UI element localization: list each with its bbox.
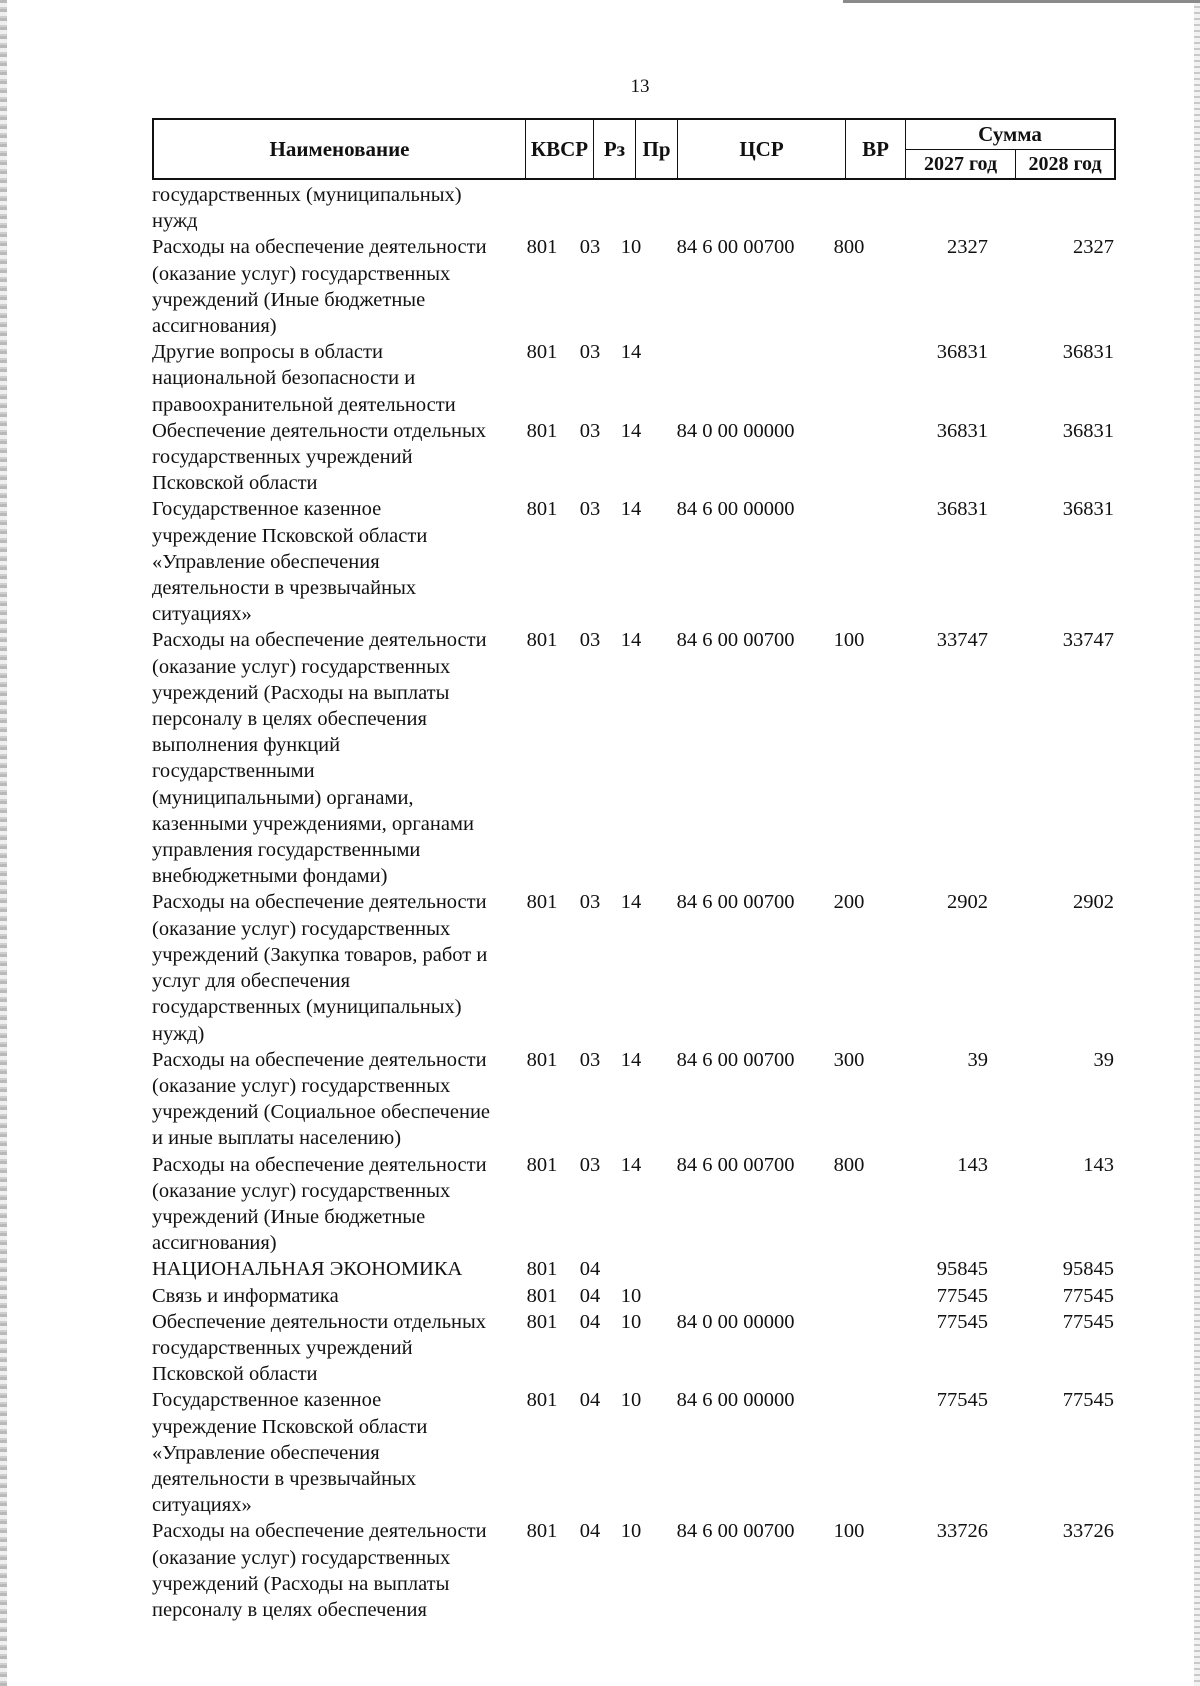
cell-pr: 14 bbox=[620, 498, 642, 521]
cell-name: НАЦИОНАЛЬНАЯ ЭКОНОМИКА bbox=[152, 1258, 463, 1281]
cell-rz: 04 bbox=[579, 1520, 601, 1543]
cell-kvsr: 801 bbox=[526, 419, 558, 442]
page-number: 13 bbox=[630, 76, 650, 97]
table-row bbox=[152, 627, 1116, 889]
table-row bbox=[152, 339, 1116, 418]
cell-name: государственных (муниципальных) нужд bbox=[152, 184, 462, 233]
header-rz: Рз bbox=[594, 120, 636, 178]
cell-csr: 84 6 00 00700 bbox=[676, 1520, 795, 1543]
cell-sum-2028: 36831 bbox=[1062, 419, 1114, 442]
cell-sum-2028: 33726 bbox=[1062, 1520, 1114, 1543]
cell-pr: 14 bbox=[620, 419, 642, 442]
table-header bbox=[152, 118, 1116, 180]
cell-vr: 200 bbox=[833, 891, 865, 914]
cell-kvsr: 801 bbox=[526, 1153, 558, 1176]
cell-sum-2028: 39 bbox=[1093, 1048, 1114, 1071]
table-row bbox=[152, 182, 1116, 234]
cell-kvsr: 801 bbox=[526, 1258, 558, 1281]
cell-kvsr: 801 bbox=[526, 341, 558, 364]
cell-rz: 03 bbox=[579, 891, 601, 914]
cell-csr: 84 6 00 00700 bbox=[676, 236, 795, 259]
cell-vr: 800 bbox=[833, 1153, 865, 1176]
cell-sum-2027: 36831 bbox=[936, 341, 988, 364]
cell-vr: 800 bbox=[833, 236, 865, 259]
table-row bbox=[152, 1152, 1116, 1257]
cell-name: Расходы на обеспечение деятельности (оказание услуг) государственных учреждений (Иные бюджетные ассигнования) bbox=[152, 236, 487, 338]
cell-pr: 10 bbox=[620, 1520, 642, 1543]
header-sum: Сумма bbox=[906, 120, 1114, 150]
cell-pr: 10 bbox=[620, 1389, 642, 1412]
cell-rz: 04 bbox=[579, 1258, 601, 1281]
cell-vr: 300 bbox=[833, 1048, 865, 1071]
header-year-2027: 2027 год bbox=[906, 150, 1016, 178]
cell-pr: 14 bbox=[620, 1153, 642, 1176]
cell-sum-2027: 77545 bbox=[936, 1389, 988, 1412]
cell-pr: 14 bbox=[620, 629, 642, 652]
cell-sum-2028: 143 bbox=[1083, 1153, 1114, 1176]
cell-rz: 03 bbox=[579, 498, 601, 521]
scan-edge-right bbox=[1194, 0, 1200, 1686]
cell-name: Государственное казенное учреждение Псковской области «Управление обеспечения деятельности в чрезвычайных ситуациях» bbox=[152, 1389, 428, 1517]
cell-sum-2028: 33747 bbox=[1062, 629, 1114, 652]
cell-rz: 03 bbox=[579, 1048, 601, 1071]
cell-csr: 84 6 00 00700 bbox=[676, 1048, 795, 1071]
cell-sum-2028: 77545 bbox=[1062, 1310, 1114, 1333]
cell-rz: 03 bbox=[579, 236, 601, 259]
cell-pr: 10 bbox=[620, 1310, 642, 1333]
cell-sum-2028: 2327 bbox=[1073, 236, 1114, 259]
cell-name: Другие вопросы в области национальной безопасности и правоохранительной деятельности bbox=[152, 341, 456, 416]
cell-csr: 84 0 00 00000 bbox=[676, 419, 795, 442]
cell-rz: 03 bbox=[579, 341, 601, 364]
cell-csr: 84 0 00 00000 bbox=[676, 1310, 795, 1333]
header-pr: Пр bbox=[636, 120, 678, 178]
cell-csr: 84 6 00 00700 bbox=[676, 629, 795, 652]
table-row bbox=[152, 1047, 1116, 1152]
cell-csr: 84 6 00 00000 bbox=[676, 1389, 795, 1412]
cell-kvsr: 801 bbox=[526, 236, 558, 259]
cell-name: Расходы на обеспечение деятельности (оказание услуг) государственных учреждений (Социальное обеспечение и иные выплаты населению) bbox=[152, 1048, 491, 1150]
cell-rz: 04 bbox=[579, 1310, 601, 1333]
cell-sum-2027: 39 bbox=[967, 1048, 988, 1071]
header-vr: ВР bbox=[846, 120, 906, 178]
table-row bbox=[152, 889, 1116, 1046]
cell-sum-2027: 95845 bbox=[936, 1258, 988, 1281]
cell-csr: 84 6 00 00000 bbox=[676, 498, 795, 521]
cell-pr: 14 bbox=[620, 341, 642, 364]
cell-kvsr: 801 bbox=[526, 498, 558, 521]
table-body bbox=[152, 182, 1116, 1623]
cell-vr: 100 bbox=[833, 1520, 865, 1543]
cell-name: Обеспечение деятельности отдельных государственных учреждений Псковской области bbox=[152, 419, 487, 495]
scan-top-line bbox=[843, 0, 1200, 3]
cell-sum-2027: 36831 bbox=[936, 419, 988, 442]
cell-kvsr: 801 bbox=[526, 1284, 558, 1307]
cell-vr: 100 bbox=[833, 629, 865, 652]
cell-sum-2027: 77545 bbox=[936, 1310, 988, 1333]
cell-pr: 14 bbox=[620, 1048, 642, 1071]
cell-sum-2028: 36831 bbox=[1062, 341, 1114, 364]
header-csr: ЦСР bbox=[678, 120, 846, 178]
cell-name: Расходы на обеспечение деятельности (оказание услуг) государственных учреждений (Закупка товаров, работ и услуг для обеспечения государственных (муниципальных) нужд) bbox=[152, 891, 488, 1045]
cell-kvsr: 801 bbox=[526, 1310, 558, 1333]
cell-name: Связь и информатика bbox=[152, 1284, 339, 1307]
cell-rz: 03 bbox=[579, 1153, 601, 1176]
header-name: Наименование bbox=[154, 120, 526, 178]
header-year-2028: 2028 год bbox=[1028, 152, 1102, 175]
table-row bbox=[152, 1518, 1116, 1623]
cell-name: Расходы на обеспечение деятельности (оказание услуг) государственных учреждений (Иные бюджетные ассигнования) bbox=[152, 1153, 487, 1255]
cell-kvsr: 801 bbox=[526, 1048, 558, 1071]
cell-sum-2028: 36831 bbox=[1062, 498, 1114, 521]
cell-csr: 84 6 00 00700 bbox=[676, 1153, 795, 1176]
table-row bbox=[152, 1256, 1116, 1282]
cell-sum-2028: 77545 bbox=[1062, 1284, 1114, 1307]
cell-sum-2027: 2327 bbox=[947, 236, 988, 259]
cell-name: Расходы на обеспечение деятельности (оказание услуг) государственных учреждений (Расходы на выплаты персоналу в целях обеспечения bbox=[152, 1520, 487, 1621]
cell-sum-2028: 77545 bbox=[1062, 1389, 1114, 1412]
cell-sum-2027: 77545 bbox=[936, 1284, 988, 1307]
table-row bbox=[152, 418, 1116, 497]
table-row bbox=[152, 1283, 1116, 1309]
cell-name: Обеспечение деятельности отдельных государственных учреждений Псковской области bbox=[152, 1310, 487, 1386]
cell-sum-2027: 36831 bbox=[936, 498, 988, 521]
cell-kvsr: 801 bbox=[526, 1389, 558, 1412]
table-row bbox=[152, 1309, 1116, 1388]
cell-sum-2027: 33726 bbox=[936, 1520, 988, 1543]
cell-kvsr: 801 bbox=[526, 629, 558, 652]
cell-sum-2027: 143 bbox=[957, 1153, 988, 1176]
cell-pr: 10 bbox=[620, 1284, 642, 1307]
cell-pr: 10 bbox=[620, 236, 642, 259]
cell-rz: 03 bbox=[579, 629, 601, 652]
table-row bbox=[152, 496, 1116, 627]
cell-kvsr: 801 bbox=[526, 1520, 558, 1543]
cell-rz: 04 bbox=[579, 1389, 601, 1412]
cell-rz: 04 bbox=[579, 1284, 601, 1307]
cell-sum-2027: 33747 bbox=[936, 629, 988, 652]
scan-edge-left bbox=[0, 0, 7, 1686]
header-kvsr: КВСР bbox=[526, 120, 594, 178]
cell-pr: 14 bbox=[620, 891, 642, 914]
cell-kvsr: 801 bbox=[526, 891, 558, 914]
cell-name: Расходы на обеспечение деятельности (оказание услуг) государственных учреждений (Расходы на выплаты персоналу в целях обеспечения выполнения функций государственными (муниципальными) органами, казенными учреждениями, органами управления государственными внебюджетными фондами) bbox=[152, 629, 487, 888]
table-row bbox=[152, 1387, 1116, 1518]
table-row bbox=[152, 234, 1116, 339]
cell-sum-2027: 2902 bbox=[947, 891, 988, 914]
cell-rz: 03 bbox=[579, 419, 601, 442]
cell-csr: 84 6 00 00700 bbox=[676, 891, 795, 914]
cell-name: Государственное казенное учреждение Псковской области «Управление обеспечения деятельности в чрезвычайных ситуациях» bbox=[152, 498, 428, 626]
cell-sum-2028: 2902 bbox=[1073, 891, 1114, 914]
cell-sum-2028: 95845 bbox=[1062, 1258, 1114, 1281]
